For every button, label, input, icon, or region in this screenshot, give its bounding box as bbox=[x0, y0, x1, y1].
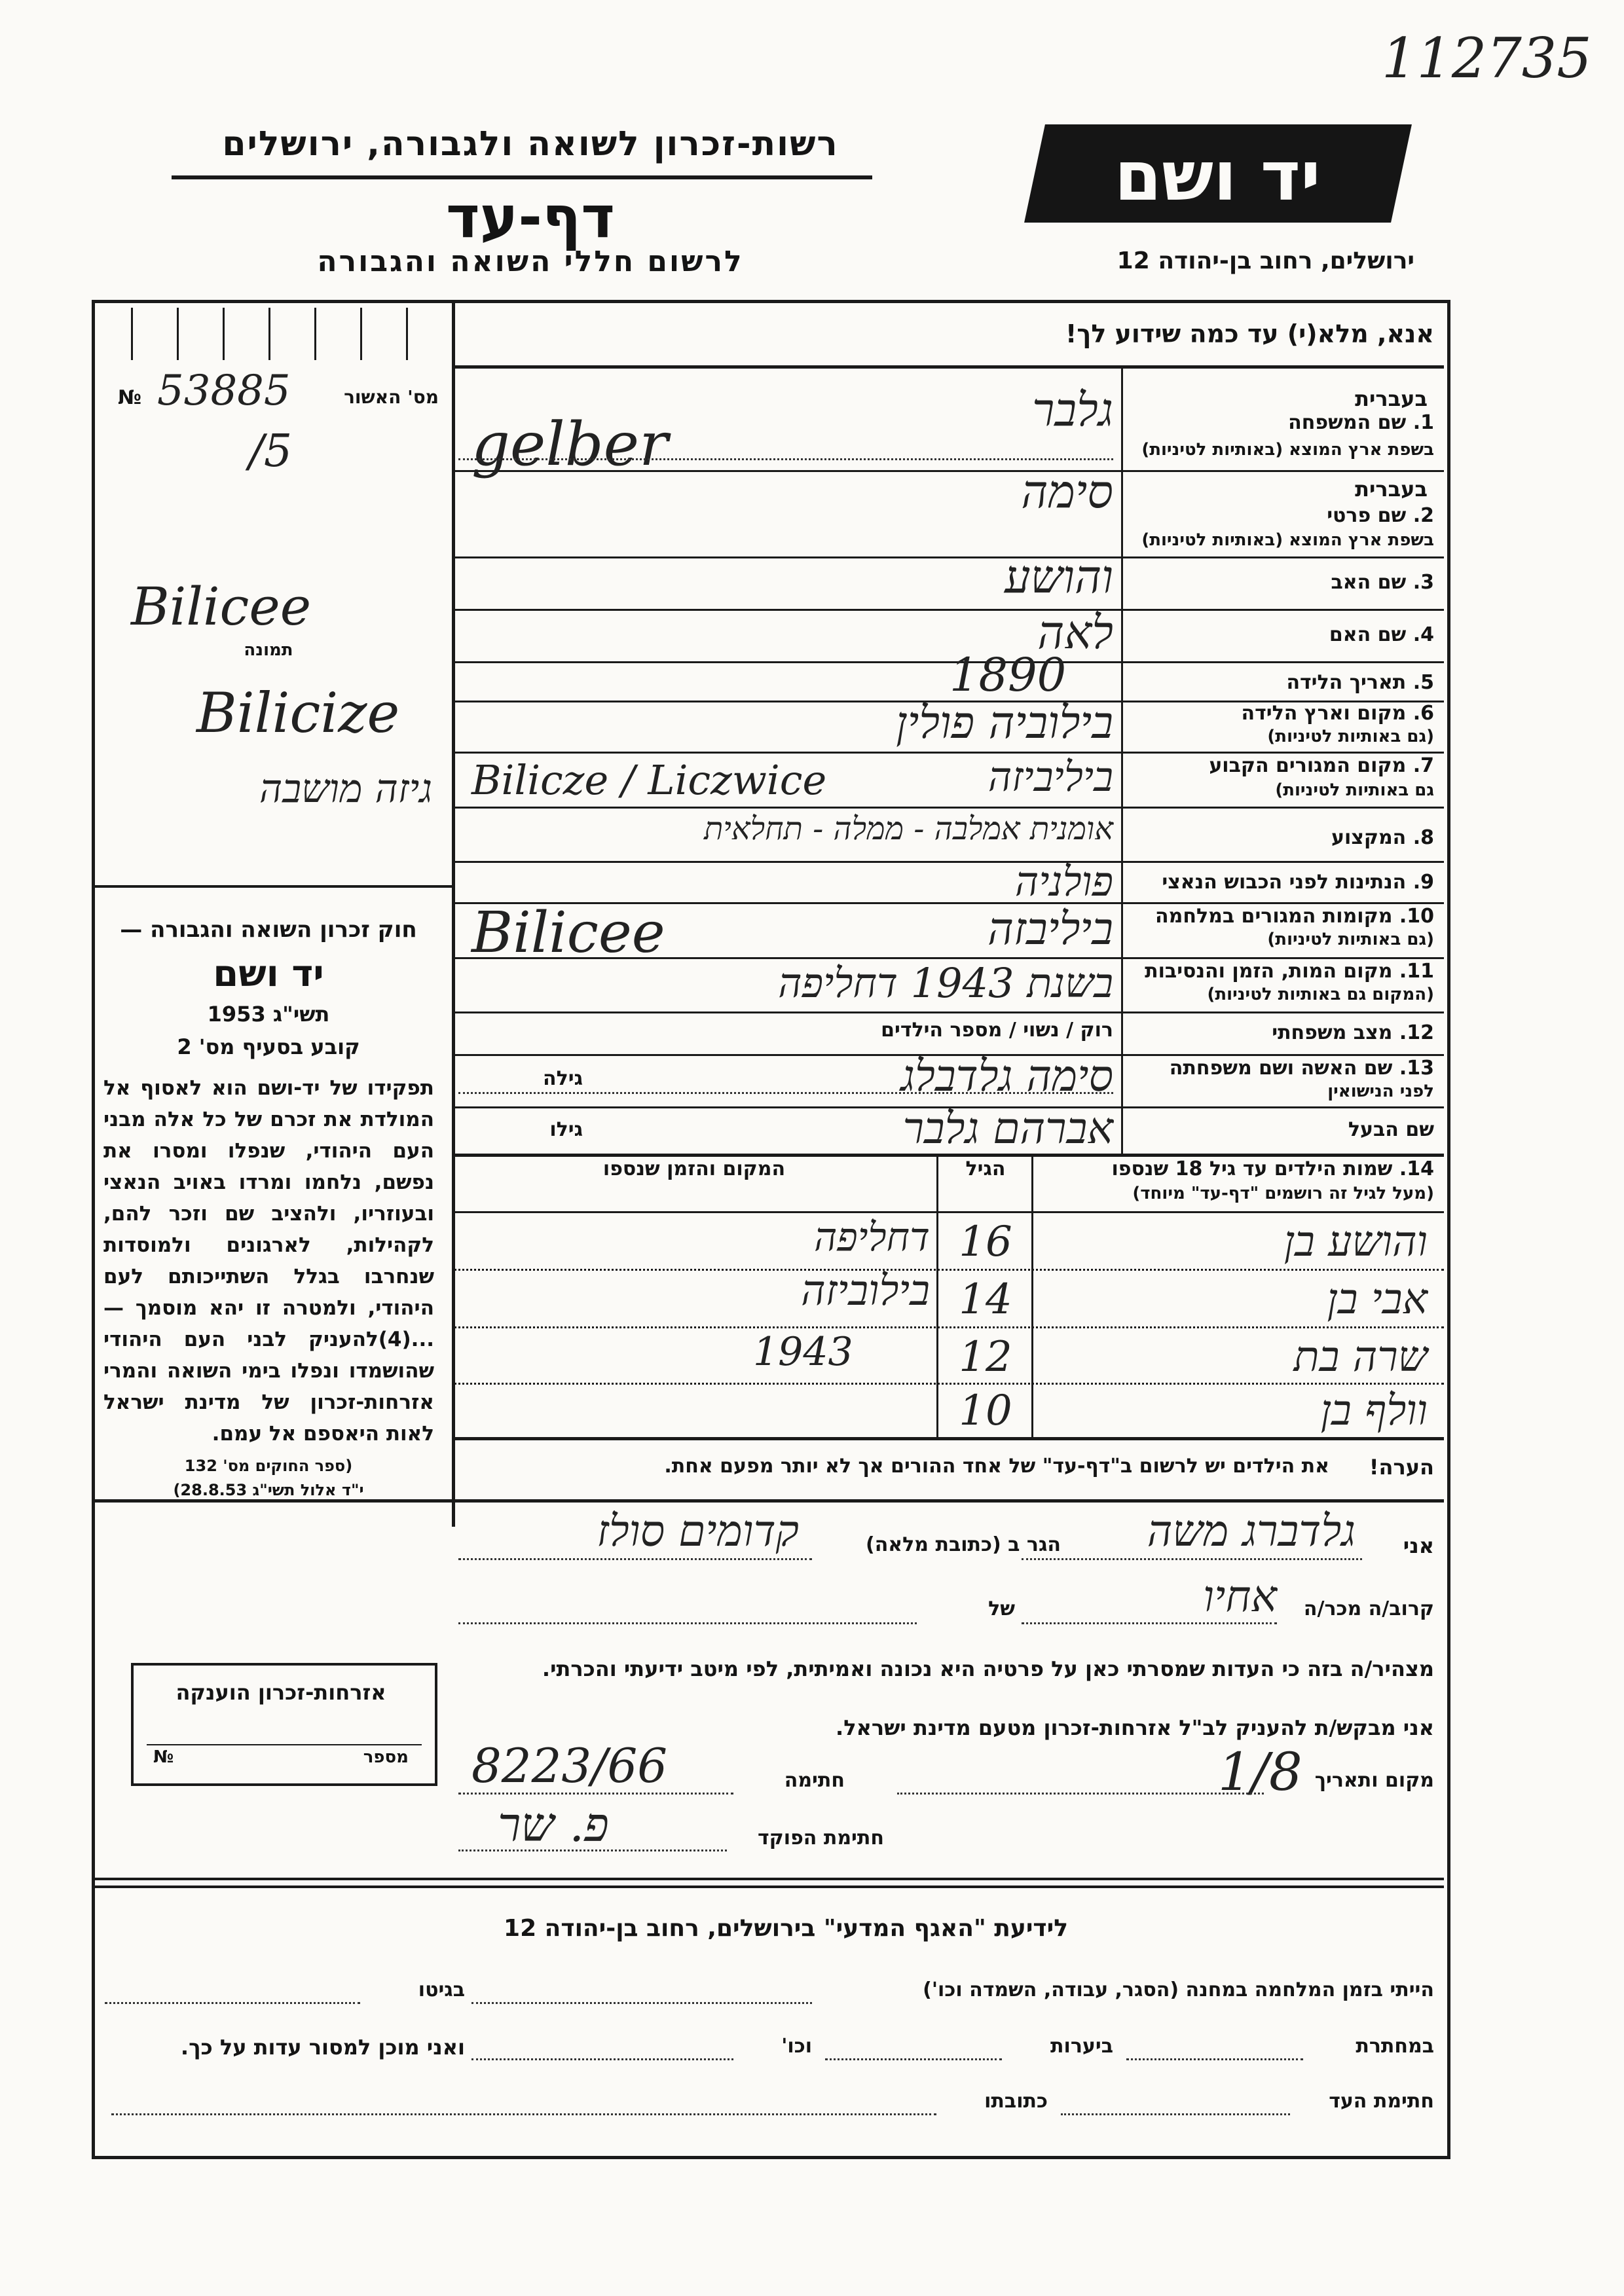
relation-label: קרוב/ה מכר/ה bbox=[1303, 1597, 1434, 1620]
field-11-sub: (המקום גם באותיות לטיניות) bbox=[1207, 985, 1434, 1004]
law-ref-1: (ספר החוקים מס' 132 bbox=[184, 1457, 353, 1475]
field-4-value: לאה bbox=[1037, 606, 1113, 659]
field-12-value: רוק / נשוי / מספר הילדים bbox=[881, 1019, 1113, 1042]
children-title-sub: (מעל לגיל זה רושמים "דף-עד" מיוחד) bbox=[1132, 1184, 1434, 1203]
field-10-value-hebrew: ביליבזה bbox=[987, 903, 1113, 955]
etc-label: וכו' bbox=[781, 2035, 812, 2058]
law-divider bbox=[95, 885, 452, 888]
child-1-name: והושע בן bbox=[1283, 1218, 1428, 1266]
children-title: 14. שמות הילדים עד גיל 18 שנספו bbox=[1111, 1157, 1434, 1180]
number-prefix: № bbox=[153, 1747, 174, 1767]
child-1-place: דחליפה bbox=[814, 1214, 930, 1260]
official-signature: פ. שר bbox=[498, 1797, 609, 1852]
form-title: דף-עד bbox=[446, 183, 615, 251]
note-text: את הילדים יש לרשום ב"דף-עד" של אחד ההורים אך לא יותר מפעם אחת. bbox=[664, 1455, 1329, 1478]
witness-signature-label: חתימת העד bbox=[1329, 2090, 1434, 2113]
field-8-value: אומנית אמלבה - ממלה - תחלאית bbox=[704, 811, 1113, 847]
honorary-box bbox=[131, 1663, 437, 1786]
photo-label: תמונה bbox=[244, 640, 293, 660]
handwritten-place: גיזה מושבה bbox=[259, 766, 432, 812]
field-1-sub: בשפת ארץ המוצא (באותיות לטיניות) bbox=[1141, 440, 1434, 460]
serial-number: 112735 bbox=[1382, 26, 1592, 90]
address-value: קדומים סולז bbox=[597, 1506, 799, 1556]
child-3-place: 1943 bbox=[753, 1329, 853, 1375]
wife-age-label: גילה bbox=[543, 1067, 583, 1090]
child-1-age: 16 bbox=[959, 1218, 1012, 1266]
field-10-value-latin: Bilicee bbox=[471, 900, 665, 966]
field-1-value-latin: gelber bbox=[471, 409, 669, 479]
col-age-header: הגיל bbox=[965, 1157, 1006, 1180]
law-name: יד ושם bbox=[213, 953, 324, 995]
child-2-place: בילוביזה bbox=[801, 1267, 930, 1315]
field-7-value-hebrew: ביליביזה bbox=[987, 753, 1113, 801]
authority-title: רשות-זכרון לשואה ולגבורה, ירושלים bbox=[222, 124, 839, 164]
testimony-willing: ואני מוכן למסור עדות על כך. bbox=[180, 2035, 465, 2060]
cert-prefix: № bbox=[118, 386, 142, 409]
child-3-name: שרה בת bbox=[1293, 1333, 1428, 1381]
forests-label: ביערות bbox=[1050, 2035, 1113, 2058]
request: אני מבקש/ת להעניק לב"ל אזרחות-זכרון מטעם מדינת ישראל. bbox=[836, 1715, 1434, 1740]
fields-top-rule bbox=[454, 365, 1444, 369]
child-2-name: אבי בן bbox=[1327, 1275, 1428, 1324]
number-label: מספר bbox=[363, 1747, 409, 1767]
law-text: תפקידו של יד-ושם הוא לאסוף אל המולדת את זכרם של כל אלה מבני העם היהודי, שנפלו ומסרו את נפשם, נלחמו ומרדו באויב הנאצי ובעוזריו, ולהציב שם וזכר להם, לקהילות, לארגונים ולמוסדות שנחרבו בגלל השתייכותם לעם היהודי, ולמטרה זו יהא מוסמך — ...(4)להעניק לבני העם היהודי שהושמדו ונפלו בימי השואה והמרי אזרחות-זכרון של מדינת ישראל לאות היאספם אל עמם. bbox=[103, 1076, 434, 1446]
i-label: אני bbox=[1403, 1533, 1434, 1558]
cert-label: מס' האשור bbox=[344, 386, 439, 408]
field-11-value: בשנת 1943 דחליפה bbox=[778, 959, 1113, 1007]
underground-label: במחתרת bbox=[1356, 2035, 1434, 2058]
label-column-divider bbox=[1121, 368, 1123, 1154]
husband-label: שם הבעל bbox=[1348, 1118, 1434, 1141]
field-10-sub: (גם באותיות לטיניות) bbox=[1267, 930, 1434, 949]
field-2-label: 2. שם פרטי bbox=[1327, 504, 1434, 527]
resides-label: הגר ב (כתובת מלאה) bbox=[865, 1533, 1061, 1556]
child-4-name: וולף בן bbox=[1320, 1387, 1428, 1435]
field-6-label: 6. מקום וארץ הלידה bbox=[1241, 702, 1434, 725]
husband-age-label: גילו bbox=[549, 1118, 583, 1141]
field-13-value: סימה גלדבלג bbox=[900, 1051, 1113, 1101]
law-year-line bbox=[98, 1002, 439, 1027]
cert-number: 53885 bbox=[157, 367, 291, 415]
field-1-value-hebrew: גלבר bbox=[1032, 383, 1113, 437]
logo-text: יד ושם bbox=[1114, 136, 1321, 216]
official-label: חתימת הפוקד bbox=[758, 1827, 884, 1850]
law-year: 1953 bbox=[207, 1002, 266, 1027]
field-7-sub: גם באותיות לטיניות) bbox=[1275, 780, 1434, 800]
camp-label: הייתי בזמן המלחמה במחנה (הסגר, עבודה, השמדה וכו') bbox=[923, 1978, 1434, 2001]
field-12-label: 12. מצב משפחתי bbox=[1272, 1021, 1434, 1044]
honorary-label: אזרחות-זכרון הוענקה bbox=[175, 1680, 386, 1705]
field-1-label: 1. שם המשפחה bbox=[1288, 411, 1434, 434]
yad-vashem-logo bbox=[1024, 124, 1412, 223]
handwritten-bilicee: Bilicee bbox=[131, 576, 312, 637]
bottom-title: לידיעת "האגף המדעי" בירושלים, רחוב בן-יהודה 12 bbox=[504, 1915, 1068, 1942]
hebrew-label-2: בעברית bbox=[1355, 477, 1428, 501]
left-column-divider bbox=[452, 302, 455, 1527]
form-subtitle: לרשום חללי השואה והגבורה bbox=[317, 245, 744, 278]
signature-label: חתימה bbox=[784, 1769, 845, 1792]
field-10-label: 10. מקומות המגורים במלחמה bbox=[1155, 905, 1434, 928]
husband-value: אברהם גלבר bbox=[902, 1103, 1113, 1154]
field-9-label: 9. הנתינות לפני הכבוש הנאצי bbox=[1162, 871, 1434, 894]
note-label: הערה! bbox=[1369, 1455, 1434, 1480]
field-6-sub: (גם באותיות לטיניות) bbox=[1267, 727, 1434, 746]
intro-text: אנא, מלא(י) עד כמה שידוע לך! bbox=[1065, 319, 1434, 348]
field-7-label: 7. מקום המגורים הקבוע bbox=[1209, 754, 1434, 777]
field-2-value-hebrew: סימה bbox=[1021, 465, 1113, 519]
signature-value: 8223/66 bbox=[471, 1738, 668, 1793]
field-2-sub: בשפת ארץ המוצא (באותיות לטיניות) bbox=[1141, 530, 1434, 550]
law-title: חוק זכרון השואה והגבורה — bbox=[120, 917, 417, 943]
statement: מצהיר/ה בזה כי העדות שמסרתי כאן על פרטיה היא נכונה ואמיתית, לפי מיטב ידיעתי והכרתי. bbox=[542, 1656, 1434, 1681]
field-7-value-latin: Bilicze / Liczwice bbox=[471, 756, 827, 804]
handwritten-bilicize: Bilicize bbox=[196, 681, 400, 745]
field-4-label: 4. שם האם bbox=[1329, 623, 1434, 646]
hebrew-label-1: בעברית bbox=[1355, 386, 1428, 411]
field-5-label: 5. תאריך הלידה bbox=[1286, 671, 1434, 694]
i-name: גלדברג משה bbox=[1147, 1506, 1356, 1556]
child-2-age: 14 bbox=[959, 1275, 1012, 1324]
law-year-heb: תשי"ג bbox=[272, 1002, 330, 1027]
cert-suffix: /5 bbox=[249, 426, 293, 477]
ghetto-label: בגיטו bbox=[418, 1978, 465, 2001]
field-8-label: 8. המקצוע bbox=[1331, 826, 1434, 849]
child-4-age: 10 bbox=[959, 1387, 1012, 1435]
law-section: קובע בסעיף מס' 2 bbox=[177, 1034, 360, 1059]
cert-boxes bbox=[98, 308, 439, 360]
field-13-label: 13. שם האשה ושם משפחתה bbox=[1169, 1057, 1434, 1080]
of-label: של bbox=[988, 1597, 1015, 1620]
field-11-label: 11. מקום המות, הזמן והנסיבות bbox=[1145, 960, 1434, 983]
child-3-age: 12 bbox=[959, 1333, 1012, 1381]
law-ref-2: י"ד אלול תשי"ג 28.8.53) bbox=[173, 1481, 364, 1499]
place-date-value: 1/8 bbox=[1218, 1741, 1302, 1802]
header-rule bbox=[172, 175, 872, 179]
field-13-sub: לפני הנישואין bbox=[1327, 1082, 1434, 1101]
field-5-value: 1890 bbox=[950, 648, 1067, 702]
field-6-value: בילוביה פולין bbox=[896, 697, 1113, 749]
field-3-value: והושע bbox=[1004, 550, 1113, 604]
col-place-header: המקום והזמן שנספו bbox=[602, 1157, 786, 1180]
place-date-label: מקום ותאריך bbox=[1314, 1769, 1434, 1792]
address: ירושלים, רחוב בן-יהודה 12 bbox=[1116, 247, 1414, 274]
field-3-label: 3. שם האב bbox=[1331, 571, 1434, 594]
field-9-value: פולניה bbox=[1014, 858, 1113, 905]
witness-address-label: כתובתו bbox=[984, 2090, 1048, 2113]
relation-value: אחיו bbox=[1203, 1571, 1277, 1622]
